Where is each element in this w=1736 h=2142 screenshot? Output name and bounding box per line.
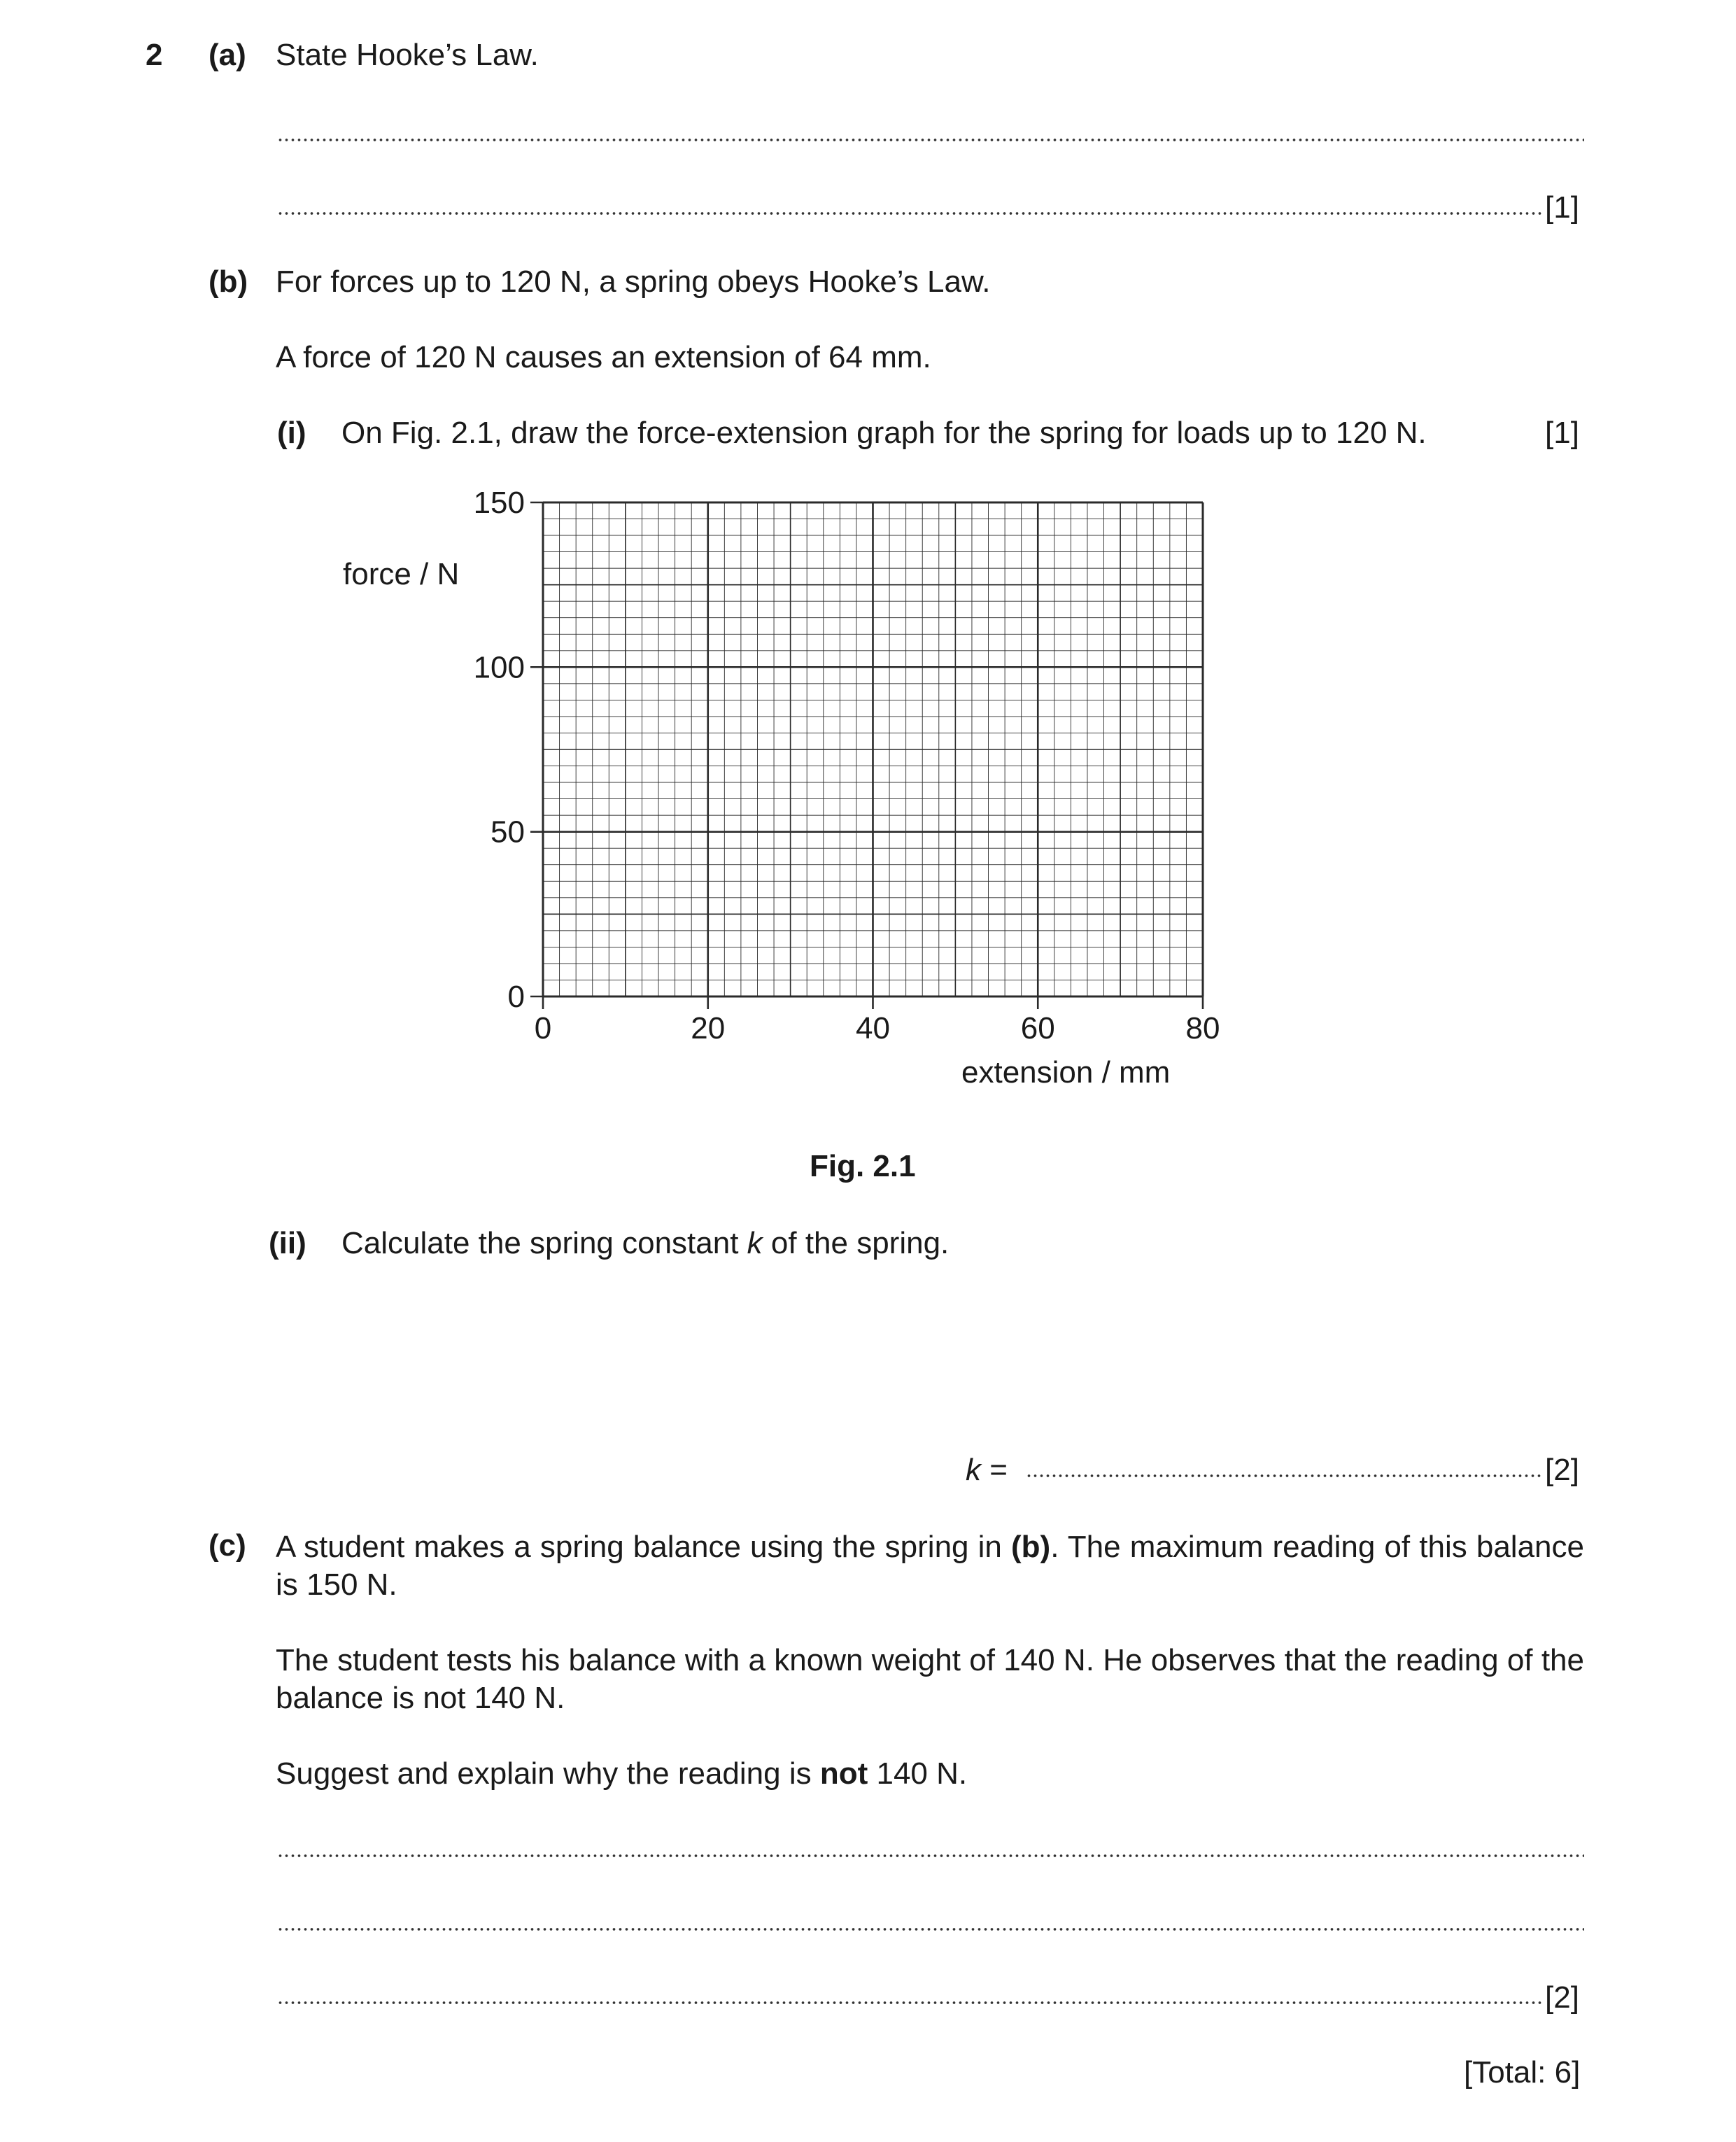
y-tick-label: 50 <box>491 815 525 850</box>
part-b-ii-label: (ii) <box>269 1226 306 1260</box>
part-c-mark: [2] <box>1545 1980 1579 2015</box>
y-tick-label: 0 <box>507 980 525 1014</box>
part-a-prompt: State Hooke’s Law. <box>276 38 539 72</box>
part-c-p1-before: A student makes a spring balance using the spring in <box>276 1530 1012 1564</box>
k-equals: = <box>981 1453 1008 1487</box>
total-marks: [Total: 6] <box>1464 2055 1581 2090</box>
part-c-paragraph-2: The student tests his balance with a known weight of 140 N. He observes that the reading of the balance is not 140 N. <box>276 1643 1584 1715</box>
part-c-paragraph-3 <box>276 1755 1584 1793</box>
part-c-p1-after: . The maximum reading of this balance is 150 N. <box>276 1530 1584 1602</box>
k-variable: k <box>966 1453 981 1487</box>
part-b-i-label: (i) <box>277 416 306 450</box>
part-b-ii-text-var: k <box>747 1226 763 1260</box>
answer-line-c2[interactable] <box>277 1927 1584 1931</box>
x-tick-label: 0 <box>534 1011 552 1045</box>
part-c-paragraph-1 <box>276 1528 1584 1603</box>
x-tick-label: 20 <box>691 1011 726 1045</box>
part-c-p3-before: Suggest and explain why the reading is <box>276 1756 820 1791</box>
x-axis-label: extension / mm <box>961 1055 1171 1090</box>
k-answer-label <box>966 1453 1008 1488</box>
part-b-ii-text-before: Calculate the spring constant <box>341 1226 747 1260</box>
part-b-ii-text-after: of the spring. <box>762 1226 950 1260</box>
k-answer-line[interactable] <box>1026 1474 1542 1478</box>
part-a-mark: [1] <box>1545 190 1579 225</box>
answer-line-c1[interactable] <box>277 1854 1584 1858</box>
part-c-p3-after: 140 N. <box>868 1756 968 1791</box>
part-c-p1-bold: (b) <box>1011 1530 1051 1564</box>
part-b-i-mark: [1] <box>1545 416 1579 450</box>
x-tick-label: 40 <box>856 1011 890 1045</box>
y-axis-label: force / N <box>343 557 460 591</box>
part-b-line1: For forces up to 120 N, a spring obeys Hooke’s Law. <box>276 265 991 299</box>
y-tick-label: 100 <box>473 650 525 685</box>
answer-line-c3[interactable] <box>277 2001 1542 2005</box>
part-b-label: (b) <box>209 265 248 299</box>
x-tick-label: 80 <box>1185 1011 1220 1045</box>
part-b-line2: A force of 120 N causes an extension of 64 mm. <box>276 340 931 374</box>
part-b-ii-mark: [2] <box>1545 1453 1579 1487</box>
x-tick-label: 60 <box>1020 1011 1055 1045</box>
part-c-p3-bold: not <box>819 1756 868 1791</box>
part-a-label: (a) <box>209 38 246 72</box>
figure-caption: Fig. 2.1 <box>810 1149 916 1183</box>
part-c-label: (c) <box>209 1528 246 1563</box>
part-b-i-text: On Fig. 2.1, draw the force-extension graph for the spring for loads up to 120 N. <box>341 416 1427 450</box>
question-number: 2 <box>146 38 163 72</box>
part-b-ii-text <box>341 1226 949 1262</box>
y-tick-label: 150 <box>473 486 525 520</box>
